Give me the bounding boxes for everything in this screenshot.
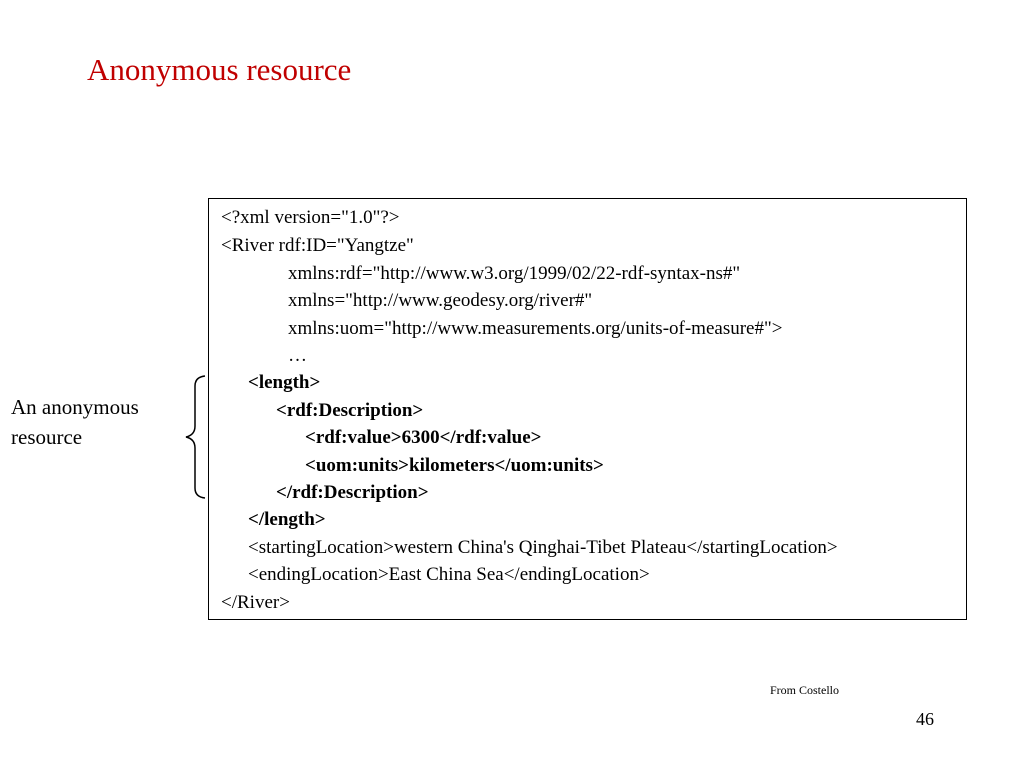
- code-line-river-close: </River>: [221, 592, 290, 613]
- source-note: From Costello: [770, 683, 840, 697]
- code-line-xmlns-rdf: xmlns:rdf="http://www.w3.org/1999/02/22-rdf-syntax-ns#": [288, 263, 741, 284]
- code-line-xml-declaration: <?xml version="1.0"?>: [221, 207, 400, 228]
- page-number: 46: [916, 709, 934, 729]
- code-line-description-open: <rdf:Description>: [276, 400, 424, 421]
- code-line-description-close: </rdf:Description>: [276, 482, 429, 503]
- code-line-xmlns-river: xmlns="http://www.geodesy.org/river#": [288, 290, 593, 311]
- side-label-line2: resource: [11, 425, 83, 449]
- code-line-ellipsis: …: [288, 345, 307, 366]
- xml-code-box: [208, 198, 967, 620]
- code-line-starting-location: <startingLocation>western China's Qinghai-Tibet Plateau</startingLocation>: [248, 537, 838, 558]
- code-line-length-open: <length>: [248, 372, 321, 393]
- side-label-line1: An anonymous: [11, 395, 139, 419]
- slide-title: Anonymous resource: [87, 52, 352, 87]
- code-line-uom-units: <uom:units>kilometers</uom:units>: [305, 455, 604, 476]
- code-line-length-close: </length>: [248, 509, 326, 530]
- curly-brace-icon: [183, 374, 209, 500]
- code-line-xmlns-uom: xmlns:uom="http://www.measurements.org/units-of-measure#">: [288, 318, 783, 339]
- code-line-rdf-value: <rdf:value>6300</rdf:value>: [305, 427, 542, 448]
- code-line-river-open: <River rdf:ID="Yangtze": [221, 235, 414, 256]
- code-line-ending-location: <endingLocation>East China Sea</endingLocation>: [248, 564, 650, 585]
